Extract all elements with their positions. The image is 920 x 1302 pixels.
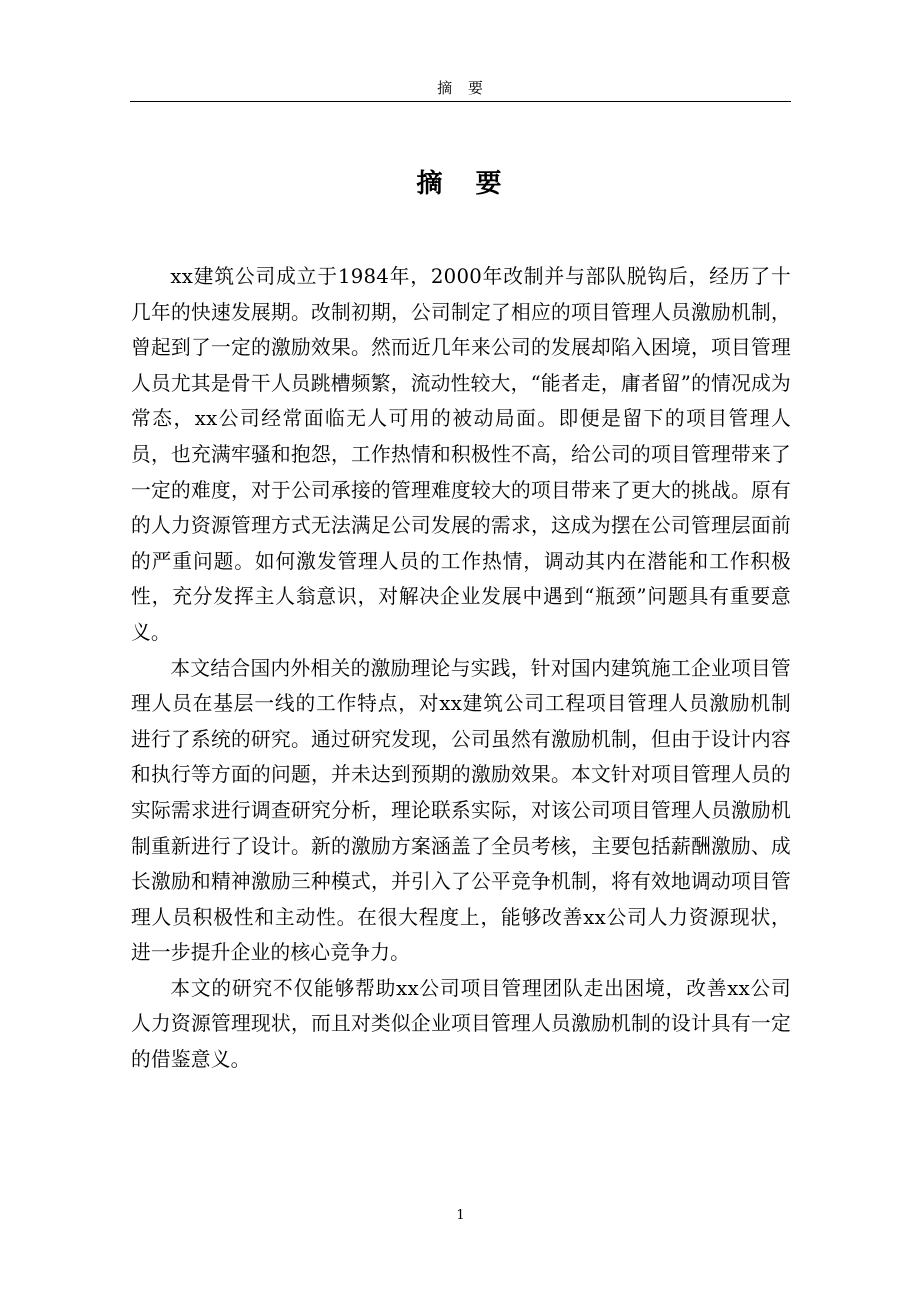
running-header: 摘 要 bbox=[437, 79, 484, 97]
abstract-paragraph-3: 本文的研究不仅能够帮助xx公司项目管理团队走出困境，改善xx公司人力资源管理现状，而且对类似企业项目管理人员激励机制的设计具有一定的借鉴意义。 bbox=[131, 976, 791, 1072]
abstract-body bbox=[131, 259, 791, 1078]
page-title: 摘 要 bbox=[416, 169, 505, 199]
page-number: 1 bbox=[456, 1208, 465, 1223]
abstract-paragraph-2: 本文结合国内外相关的激励理论与实践，针对国内建筑施工企业项目管理人员在基层一线的工作特点，对xx建筑公司工程项目管理人员激励机制进行了系统的研究。通过研究发现，公司虽然有激励机制，但由于设计内容和执行等方面的问题，并未达到预期的激励效果。本文针对项目管理人员的实际需求进行调查研究分析，理论联系实际，对该公司项目管理人员激励机制重新进行了设计。新的激励方案涵盖了全员考核，主要包括薪酬激励、成长激励和精神激励三种模式，并引入了公平竞争机制，将有效地调动项目管理人员积极性和主动性。在很大程度上，能够改善xx公司人力资源现状，进一步提升企业的核心竞争力。 bbox=[131, 656, 791, 965]
abstract-paragraph-1: xx建筑公司成立于1984年，2000年改制并与部队脱钩后，经历了十几年的快速发展期。改制初期，公司制定了相应的项目管理人员激励机制，曾起到了一定的激励效果。然而近几年来公司的发展却陷入困境，项目管理人员尤其是骨干人员跳槽频繁，流动性较大，“能者走，庸者留”的情况成为常态，xx公司经常面临无人可用的被动局面。即便是留下的项目管理人员，也充满牢骚和抱怨，工作热情和积极性不高，给公司的项目管理带来了一定的难度，对于公司承接的管理难度较大的项目带来了更大的挑战。原有的人力资源管理方式无法满足公司发展的需求，这成为摆在公司管理层面前的严重问题。如何激发管理人员的工作热情，调动其内在潜能和工作积极性，充分发挥主人翁意识，对解决企业发展中遇到“瓶颈”问题具有重要意义。 bbox=[131, 265, 791, 644]
header-rule bbox=[130, 101, 791, 102]
